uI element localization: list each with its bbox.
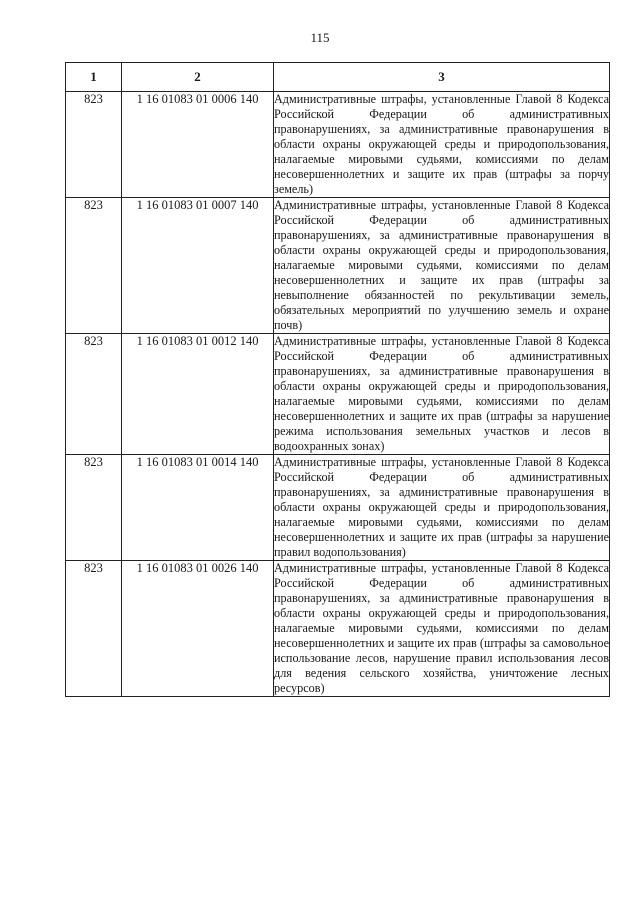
table-row xyxy=(66,334,610,455)
kbk-code-cell: 1 16 01083 01 0026 140 xyxy=(122,561,274,697)
table-row xyxy=(66,92,610,198)
budget-code-table xyxy=(65,62,610,697)
table-row xyxy=(66,561,610,697)
description-cell: Административные штрафы, установленные Главой 8 Кодекса Российской Федерации об административных правонарушениях, за административные правонарушения в области охраны окружающей среды и природопользования, налагаемые мировыми судьями, комиссиями по делам несовершеннолетних и защите их прав (штрафы за нарушение правил водопользования) xyxy=(274,455,609,559)
column-header-2: 2 xyxy=(122,63,274,92)
page-number: 115 xyxy=(310,30,330,45)
admin-code-cell: 823 xyxy=(66,561,122,697)
kbk-code-cell: 1 16 01083 01 0014 140 xyxy=(122,455,274,561)
admin-code-cell: 823 xyxy=(66,334,122,455)
table-header-row xyxy=(66,63,610,92)
description-cell: Административные штрафы, установленные Главой 8 Кодекса Российской Федерации об административных правонарушениях, за административные правонарушения в области охраны окружающей среды и природопользования, налагаемые мировыми судьями, комиссиями по делам несовершеннолетних и защите их прав (штрафы за самовольное использование лесов, нарушение правил использования лесов для ведения сельского хозяйства, уничтожение лесных ресурсов) xyxy=(274,561,609,695)
admin-code-cell: 823 xyxy=(66,92,122,198)
column-header-1: 1 xyxy=(66,63,122,92)
description-cell: Административные штрафы, установленные Главой 8 Кодекса Российской Федерации об административных правонарушениях, за административные правонарушения в области охраны окружающей среды и природопользования, налагаемые мировыми судьями, комиссиями по делам несовершеннолетних и защите их прав (штрафы за порчу земель) xyxy=(274,92,609,196)
description-cell: Административные штрафы, установленные Главой 8 Кодекса Российской Федерации об административных правонарушениях, за административные правонарушения в области охраны окружающей среды и природопользования, налагаемые мировыми судьями, комиссиями по делам несовершеннолетних и защите их прав (штрафы за невыполнение обязанностей по рекультивации земель, обязательных мероприятий по улучшению земель и охране почв) xyxy=(274,198,609,332)
kbk-code-cell: 1 16 01083 01 0006 140 xyxy=(122,92,274,198)
description-cell: Административные штрафы, установленные Главой 8 Кодекса Российской Федерации об административных правонарушениях, за административные правонарушения в области охраны окружающей среды и природопользования, налагаемые мировыми судьями, комиссиями по делам несовершеннолетних и защите их прав (штрафы за нарушение режима использования земельных участков и лесов в водоохранных зонах) xyxy=(274,334,609,453)
table-row xyxy=(66,198,610,334)
column-header-3: 3 xyxy=(274,63,610,92)
table-row xyxy=(66,455,610,561)
kbk-code-cell: 1 16 01083 01 0007 140 xyxy=(122,198,274,334)
admin-code-cell: 823 xyxy=(66,198,122,334)
kbk-code-cell: 1 16 01083 01 0012 140 xyxy=(122,334,274,455)
admin-code-cell: 823 xyxy=(66,455,122,561)
